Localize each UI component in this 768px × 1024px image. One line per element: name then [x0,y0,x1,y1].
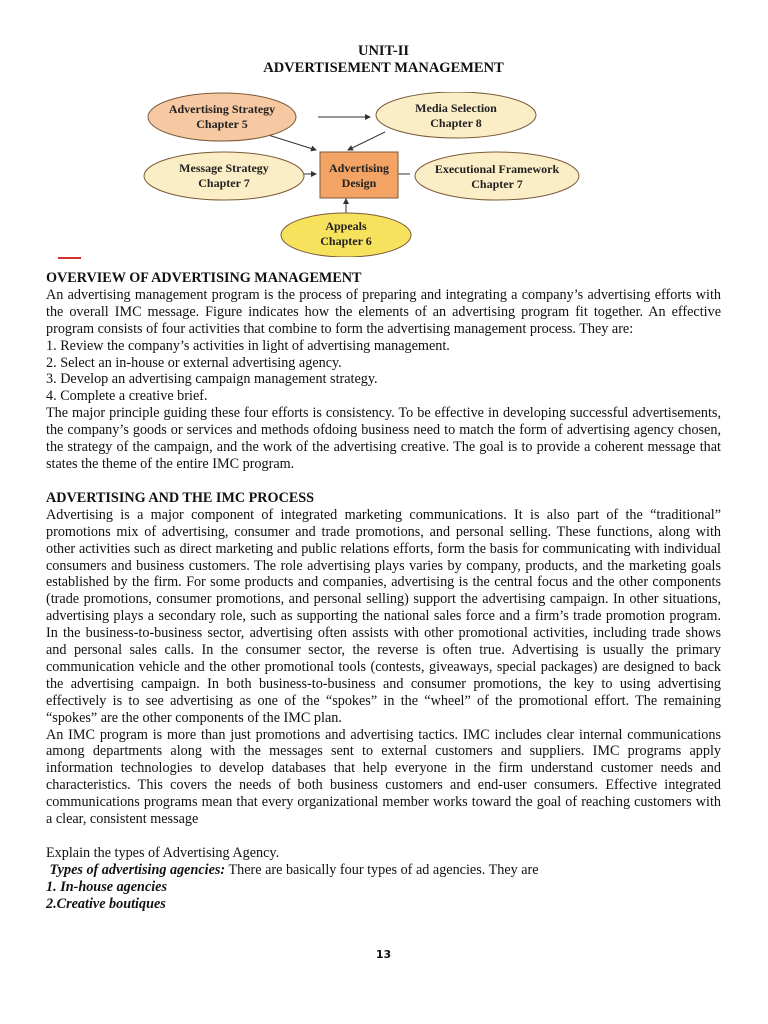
overview-heading: OVERVIEW OF ADVERTISING MANAGEMENT [46,270,362,286]
svg-text:Chapter 5: Chapter 5 [196,117,248,131]
svg-text:Appeals: Appeals [325,219,367,233]
svg-text:Design: Design [341,176,377,190]
connector-strategy-to-design [265,134,316,150]
svg-text:Chapter 6: Chapter 6 [320,234,372,248]
agency-types-label: Types of advertising agencies: [49,861,226,878]
advertising-design-diagram [140,92,580,257]
red-divider [58,257,81,259]
overview-item-2: 2. Select an in-house or external advertising agency. [46,354,342,371]
overview-item-1: 1. Review the company’s activities in light of advertising management. [46,337,450,354]
overview-item-4: 4. Complete a creative brief. [46,388,208,405]
svg-text:Advertising: Advertising [329,161,389,175]
agency-question: Explain the types of Advertising Agency. [46,845,280,861]
chapter-title: ADVERTISEMENT MANAGEMENT [263,60,504,76]
page-number: 13 [375,948,392,961]
svg-text:Media Selection: Media Selection [415,101,497,115]
agency-types-line [46,862,721,879]
overview-item-3: 3. Develop an advertising campaign management strategy. [46,371,378,388]
svg-text:Chapter 8: Chapter 8 [430,116,482,130]
node-executional-framework [415,152,579,200]
agency-item-2: 2.Creative boutiques [46,895,166,912]
node-message-strategy [144,152,304,200]
node-advertising-strategy [148,93,296,141]
svg-text:Chapter 7: Chapter 7 [198,176,250,190]
overview-paragraph-2: The major principle guiding these four efforts is consistency. To be effective in developing successful advertisements, the company’s goods or services and methods ofdoing business need to match the form of advertising agency chosen, the strategy of the campaign, and the work of the advertising creative. The goal is to provide a coherent message that states the theme of the entire IMC program. [46,405,721,472]
imc-paragraph-1: Advertising is a major component of integrated marketing communications. It is also part of the “traditional” promotions mix of advertising, consumer and trade promotions, and personal selling. These functions, along with other activities such as direct marketing and public relations efforts, form the basis for communicating with individual consumers and business customers. The role advertising plays varies by company, products, and the marketing goals established by the firm. For some products and companies, advertising is the central focus and the other components (trade promotions, consumer promotions, and personal selling) support the advertising campaign. In other situations, advertising plays a secondary role, such as supporting the national sales force and a firm’s trade promotion program. In the business-to-business sector, advertising often assists with other promotional activities, including trade shows and personal sales calls. In the consumer sector, the reverse is often true. Advertising is usually the primary communication vehicle and the other promotional tools (contests, giveaways, special packages) are designed to back the advertising campaign. In both business-to-business and consumer promotions, the key to using advertising effectively is to see advertising as one of the “spokes” in the “wheel” of the promotional effort. The remaining “spokes” are the other components of the IMC plan. [46,506,721,726]
node-appeals [281,213,411,257]
agency-item-1: 1. In-house agencies [46,878,167,895]
svg-text:Message Strategy: Message Strategy [179,161,269,175]
unit-title: UNIT-II [357,43,410,59]
agency-types-text: There are basically four types of ad agencies. They are [225,861,539,878]
imc-heading: ADVERTISING AND THE IMC PROCESS [46,489,315,506]
connector-media-to-design [348,132,385,150]
imc-paragraph-2: An IMC program is more than just promotions and advertising tactics. IMC includes clear internal communications among departments along with the messages sent to external customers and suppliers. IMC programs apply information technologies to develop databases that help everyone in the firm understand customer needs and characteristics. This covers the needs of both business customers and end-user consumers. Effective integrated communications programs mean that every organizational member works toward the goal of reaching customers with a clear, consistent message [46,726,721,828]
node-advertising-design [320,152,398,198]
svg-text:Advertising Strategy: Advertising Strategy [168,102,276,116]
overview-paragraph-1: An advertising management program is the process of preparing and integrating a company’s advertising efforts with the overall IMC message. Figure indicates how the elements of an advertising program fit together. An effective program consists of four activities that combine to form the advertising management process. They are: [46,286,721,337]
body-text [46,270,721,913]
node-media-selection [376,92,536,138]
svg-text:Chapter 7: Chapter 7 [471,177,523,191]
svg-text:Executional Framework: Executional Framework [434,162,560,176]
